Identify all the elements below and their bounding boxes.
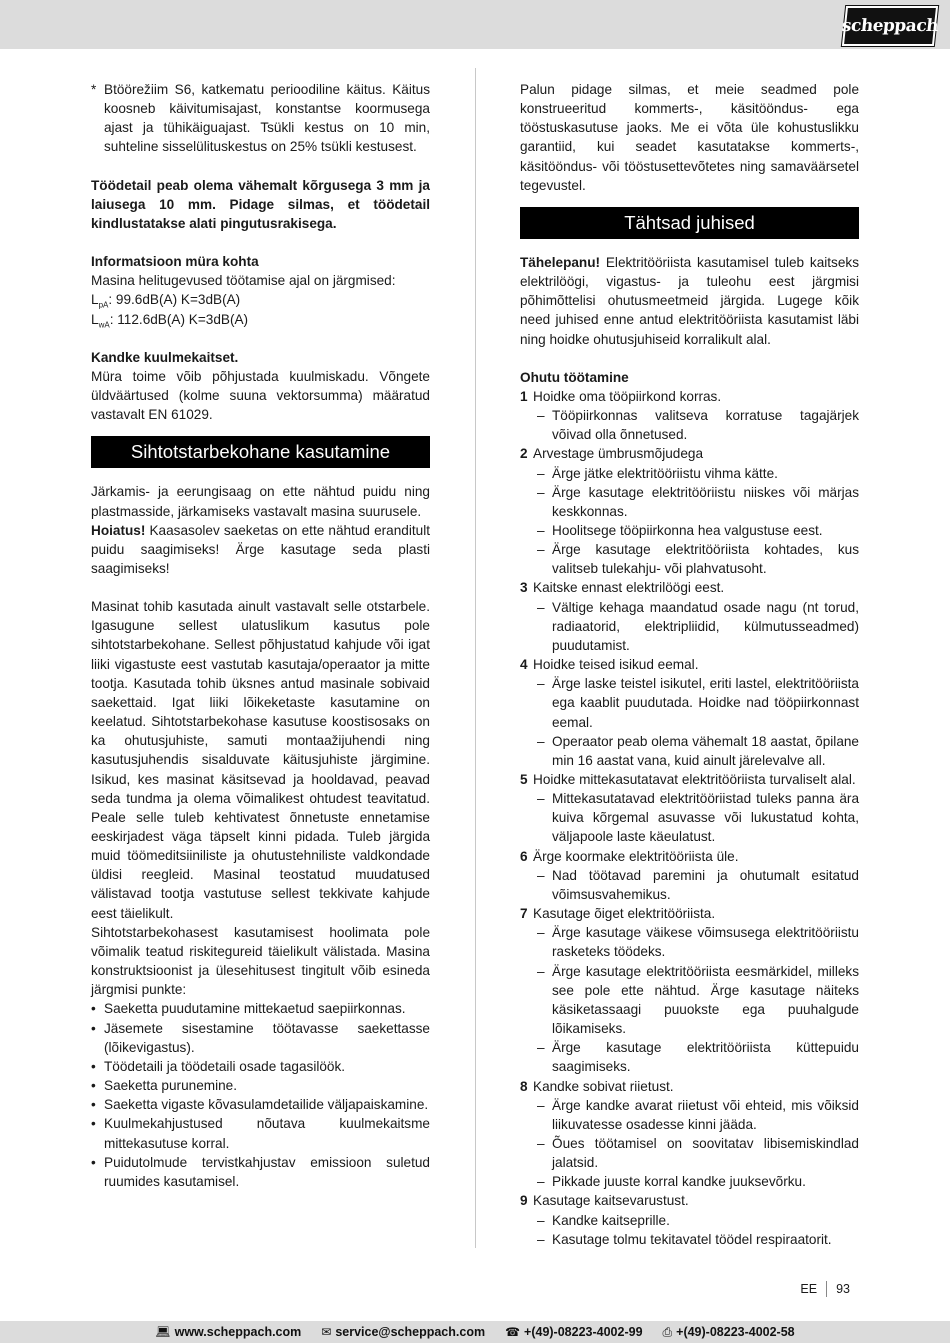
list-item: – Operaator peab olema vähemalt 18 aastat, õpilane min 16 aastat vana, kuid ainult järelevalve all. xyxy=(537,733,859,768)
list-item: • Kuulmekahjustused nõutava kuulmekaitsme mittekasutuse korral. xyxy=(91,1116,430,1151)
website-link[interactable]: www.scheppach.com xyxy=(174,1325,302,1339)
list-item: • Puidutolmude tervistkahjustav emissioon suletud ruumides kasutamisel. xyxy=(91,1154,430,1189)
lpa-line: $L_{pA}$: 99.6dB(A) K=3dB(A) xyxy=(91,292,241,311)
page-footer xyxy=(800,1281,850,1297)
list-item: – Nad töötavad paremini ja ohutumalt esitatud võimsusvahemikus. xyxy=(537,867,859,902)
list-item: 5 Hoidke mittekasutatavat elektritööriista turvaliselt alal. xyxy=(520,772,856,787)
list-item: • Töödetaili ja töödetaili osade tagasilöök. xyxy=(91,1058,346,1074)
intended-use-p1: Järkamis- ja eerungisaag on ette nähtud puidu ning plastmasside, järkamiseks vastavalt masina suurusele. xyxy=(91,484,430,519)
operating-mode-note xyxy=(91,80,430,157)
list-item: 3 Kaitske ennast elektrilöögi eest. xyxy=(520,580,725,596)
list-item: • Saeketta purunemine. xyxy=(91,1078,238,1094)
list-item: • Saeketta vigaste kõvasulamdetailide väljapaiskamine. xyxy=(91,1097,429,1113)
website-contact[interactable] xyxy=(155,1325,301,1339)
contact-bar xyxy=(0,1321,950,1343)
asterisk-mark: * xyxy=(91,82,97,97)
list-item: – Ärge kasutage elektritööriista kohtades, kus valitseb tulekahju- või plahvatusoht. xyxy=(537,542,859,577)
list-item: – Mittekasutatavad elektritööriistad tuleks panna ära kuiva kõrgemal asuvasse või lukustatud kohta, väljapoole laste käeulatust. xyxy=(537,791,859,845)
mail-icon: ✉︎ xyxy=(321,1325,332,1339)
saw-blade-warning: Hoiatus! Kaasasolev saeketas on ette nähtud eranditult puidu saagimiseks! Ärge kasutage seda plasti saagimiseks! xyxy=(91,522,430,576)
list-item: • Jäsemete sisestamine töötavasse saekettasse (lõikevigastus). xyxy=(91,1020,430,1055)
laptop-icon: 💻︎ xyxy=(155,1325,171,1339)
important-notes-heading: Tähtsad juhised xyxy=(520,207,859,239)
list-item: – Kandke kaitseprille. xyxy=(537,1212,670,1228)
list-item: – Pikkade juuste korral kandke juuksevõrku. xyxy=(537,1174,806,1190)
noise-intro: Masina helitugevused töötamise ajal on järgmised: xyxy=(91,273,396,289)
intended-use-heading: Sihtotstarbekohane kasutamine xyxy=(91,436,430,468)
list-item: • Saeketta puudutamine mittekaetud saepiirkonnas. xyxy=(91,1001,406,1017)
list-item: – Ärge kandke avarat riietust või ehteid, mis võiksid liikuvatesse osadesse kinni jääda. xyxy=(537,1097,859,1132)
fax-icon: ⎙ xyxy=(662,1324,673,1339)
risk-list xyxy=(91,999,430,1191)
list-item: – Ärge kasutage elektritööriista küttepuidu saagimiseks. xyxy=(537,1040,859,1075)
list-item: 9 Kasutage kaitsevarustust. xyxy=(520,1193,689,1209)
fax-number: +(49)-08223-4002-58 xyxy=(676,1325,795,1339)
safe-work-title: Ohutu töötamine xyxy=(520,369,629,385)
left-column xyxy=(91,80,430,1191)
phone-icon: ☎︎ xyxy=(505,1325,521,1339)
scheppach-logo: scheppach xyxy=(842,6,938,46)
safety-list xyxy=(520,387,859,1249)
list-item: 2 Arvestage ümbrusmõjudega xyxy=(520,446,704,462)
list-item: 6 Ärge koormake elektritööriista üle. xyxy=(520,848,739,864)
lwa-line: $L_{wA}$: 112.6dB(A) K=3dB(A) xyxy=(91,311,249,330)
right-column xyxy=(520,80,859,1249)
operating-mode-text: Btöörežiim S6, katkematu perioodiline käitus. Käitus koosneb käivitumisajast, konstantse koormusega ajast ja tühikäiguajast. Tsükli kestus on 10 min, suhteline sisselülituskestus on 25% tsükli kestusest. xyxy=(104,82,430,155)
language-code: EE xyxy=(800,1282,818,1296)
intended-use-p2: Masinat tohib kasutada ainult vastavalt selle otstarbele. Igasugune sellest ulatuslikum kasutus pole sihtotstarbekohane. Sellest põhjustatud kahjude või igat liiki vigastuste eest vastutab kasutaja/operaator ja mitte tootja. Kasutada tohib üksnes antud masinale sobivaid saekettaid. Igat liiki lõikeketaste kasutamine on keelatud. Sihtotstarbekohase kasutuse koostisosaks on ka ohutusjuhiste, samuti montaažijuhendi ning kasutusjuhendis sisalduvate käitusjuhiste järgimine. Isikud, kes masinat käsitsevad ja hooldavad, peavad seda tundma ja olema võimalikest ohtudest teavitatud. Peale selle tuleb kehtivatest õnnetuste ennetamise eeskirjadest väga täpselt kinni pidada. Tuleb järgida muid töömeditsiiniliste ja ohutustehniliste valdkondade üldisi reegleid. Masinal teostatud muudatused välistavad tootja vastutuse sellest tekkivate kahjude eest täielikult. xyxy=(91,599,430,921)
noise-title: Informatsioon müra kohta xyxy=(91,254,259,270)
safety-attention: Tähelepanu! Elektritööriista kasutamisel tuleb kaitseks elektrilöögi, vigastus- ja tuleohu eest järgmisi põhimõttelisi ohutusmeetmeid järgida. Lugege kõik need juhised enne antud elektritööriista kasutamist läbi ning hoidke ohutusjuhiseid korralikult alal. xyxy=(520,254,859,347)
list-item: – Ärge laske teistel isikutel, eriti lastel, elektritööriista ega kaablit puudutada. Hoidke nad tööpiirkonnast eemal. xyxy=(537,676,859,730)
email-contact[interactable] xyxy=(321,1325,485,1339)
list-item: 8 Kandke sobivat riietust. xyxy=(520,1078,674,1094)
list-item: 4 Hoidke teised isikud eemal. xyxy=(520,657,699,673)
list-item: 7 Kasutage õiget elektritööriista. xyxy=(520,906,716,922)
column-divider xyxy=(475,68,476,1248)
list-item: – Ärge kasutage elektritööriistu niiskes või märjas keskkonnas. xyxy=(537,484,859,519)
list-item: – Vältige kehaga maandatud osade nagu (nt torud, radiaatorid, elektripliidid, külmutusseadmed) puudutamist. xyxy=(537,599,859,653)
fax-contact xyxy=(663,1325,795,1340)
commercial-use-note: Palun pidage silmas, et meie seadmed pole konstrueeritud kommerts-, käsitööndus- ega tööstuskasutuse jaoks. Me ei võta üle kohustuslikku garantiid, kui seadet kasutatakse kommerts-, käsitööndus- või tööstusettevõtetes ning samaväärsetel tegevustel. xyxy=(520,82,859,193)
phone-contact xyxy=(505,1325,642,1339)
list-item: – Tööpiirkonnas valitseva korratuse tagajärjek võivad olla õnnetused. xyxy=(537,408,859,443)
list-item: – Ärge kasutage väikese võimsusega elektritööriistu rasketeks töödeks. xyxy=(537,925,859,960)
list-item: – Ärge jätke elektritööriistu vihma kätte. xyxy=(537,465,778,481)
list-item: – Kasutage tolmu tekitavatel töödel respiraatorit. xyxy=(537,1231,832,1247)
ear-protection-text: Müra toime võib põhjustada kuulmiskadu. Võngete üldväärtused (kolme suuna vektorsumma) määratud vastavalt EN 61029. xyxy=(91,368,430,423)
list-item: – Õues töötamisel on soovitatav libisemiskindlad jalatsid. xyxy=(537,1135,859,1171)
intended-use-p3: Sihtotstarbekohasest kasutamisest hoolimata pole võimalik teatud riskitegureid täielikult välistada. Masina konstruktsioonist ja ülesehitusest tingitult võib esineda järgmisi punkte: xyxy=(91,924,430,998)
list-item: – Ärge kasutage elektritööriista eesmärkidel, milleks see pole ette nähtud. Ärge kasutage näiteks käsiketassaagi puuokste ega puuhalgude lõikamiseks. xyxy=(537,963,859,1037)
list-item: – Hoolitsege tööpiirkonna hea valgustuse eest. xyxy=(537,522,823,538)
ear-protection-title: Kandke kuulmekaitset. xyxy=(91,349,239,365)
workpiece-note: Töödetail peab olema vähemalt kõrgusega 3 mm ja laiusega 10 mm. Pidage silmas, et töödetail kindlustatakse alati pingutusrakisega. xyxy=(91,177,430,231)
list-item: 1 Hoidke oma tööpiirkond korras. xyxy=(520,388,722,404)
email-link[interactable]: service@scheppach.com xyxy=(335,1325,486,1339)
phone-number: +(49)-08223-4002-99 xyxy=(524,1325,643,1339)
page-number: 93 xyxy=(836,1282,850,1296)
footer-separator xyxy=(826,1281,827,1297)
header-bar xyxy=(0,0,950,49)
